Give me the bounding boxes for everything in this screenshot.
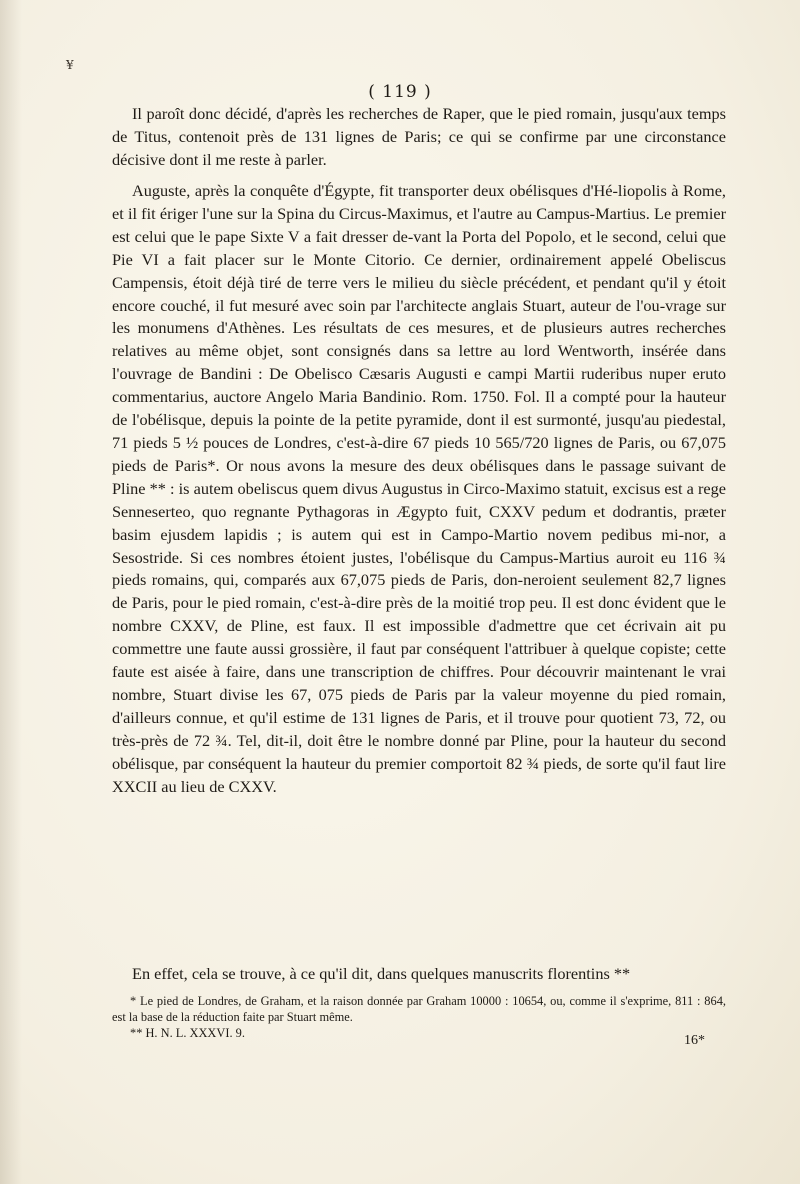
signature-mark: 16* [684,1033,705,1048]
footnote-2: ** H. N. L. XXXVI. 9. [130,1026,245,1040]
paragraph-3: En effet, cela se trouve, à ce qu'il dit, dans quelques manuscrits florentins ** [132,964,631,983]
page-edge-shadow [0,0,22,1184]
footnotes [112,993,726,1041]
page-number: ( 119 ) [368,82,432,102]
paragraph-2-block [112,180,726,798]
footnote-1: * Le pied de Londres, de Graham, et la raison donnée par Graham 10000 : 10654, ou, comme il s'exprime, 811 : 864, est la base de la réduction faite par Stuart même. [112,994,726,1024]
paragraph-3-block [112,963,726,986]
corner-mark: ¥ [66,58,74,72]
paragraph-1-block [112,103,726,172]
paragraph-2: Auguste, après la conquête d'Égypte, fit transporter deux obélisques d'Hé-liopolis à Rome, et il fit ériger l'une sur la Spina du Circus-Maximus, et l'autre au Campus-Martius. Le premier est celui que le pape Sixte V a fait dresser de-vant la Porta del Popolo, et le second, celui que Pie VI a fait placer sur le Monte Citorio. Ce dernier, ordinairement appelé Obeliscus Campensis, étoit déjà tiré de terre vers le milieu du siècle précédent, et pendant qu'il y étoit encore couché, il fut mesuré avec soin par l'architecte anglais Stuart, auteur de l'ou-vrage sur les monumens d'Athènes. Les résultats de ces mesures, et de plusieurs autres recherches relatives au même objet, sont consignés dans sa lettre au lord Wentworth, insérée dans l'ouvrage de Bandini : De Obelisco Cæsaris Augusti e campi Martii ruderibus nuper eruto commentarius, auctore Angelo Maria Bandinio. Rom. 1750. Fol. Il a compté pour la hauteur de l'obélisque, depuis la pointe de la petite pyramide, dont il est surmonté, jusqu'au piedestal, 71 pieds 5 ½ pouces de Londres, c'est-à-dire 67 pieds 10 565/720 lignes de Paris, ou 67,075 pieds de Paris*. Or nous avons la mesure des deux obélisques dans le passage suivant de Pline ** : is autem obeliscus quem divus Augustus in Circo-Maximo statuit, excisus est a rege Senneserteo, quo regnante Pythagoras in Ægypto fuit, CXXV pedum et dodrantis, præter basim ejusdem lapidis ; is autem qui est in Campo-Martio novem pedibus mi-nor, a Sesostride. Si ces nombres étoient justes, l'obélisque du Campus-Martius auroit eu 116 ¾ pieds romains, qui, comparés aux 67,075 pieds de Paris, don-neroient seulement 82,7 lignes de Paris, pour le pied romain, c'est-à-dire près de la moitié trop peu. Il est donc évident que le nombre CXXV, de Pline, est faux. Il est impossible d'admettre que cet écrivain ait pu commettre une faute aussi grossière, il faut par conséquent l'attribuer à quelque copiste; cette faute est aisée à faire, dans une transcription de chiffres. Pour découvrir maintenant le vrai nombre, Stuart divise les 67, 075 pieds de Paris par la valeur moyenne du pied romain, d'ailleurs connue, et qu'il estime de 131 lignes de Paris, et il trouve pour quotient 73, 72, ou très-près de 72 ¾. Tel, dit-il, doit être le nombre donné par Pline, pour la hauteur du second obélisque, par conséquent la hauteur du premier comportoit 82 ¾ pieds, de sorte qu'il faut lire XXCII au lieu de CXXV. [112,181,726,796]
paragraph-1: Il paroît donc décidé, d'après les recherches de Raper, que le pied romain, jusqu'aux temps de Titus, contenoit près de 131 lignes de Paris; ce qui se confirme par une circonstance décisive dont il me reste à parler. [112,104,726,169]
